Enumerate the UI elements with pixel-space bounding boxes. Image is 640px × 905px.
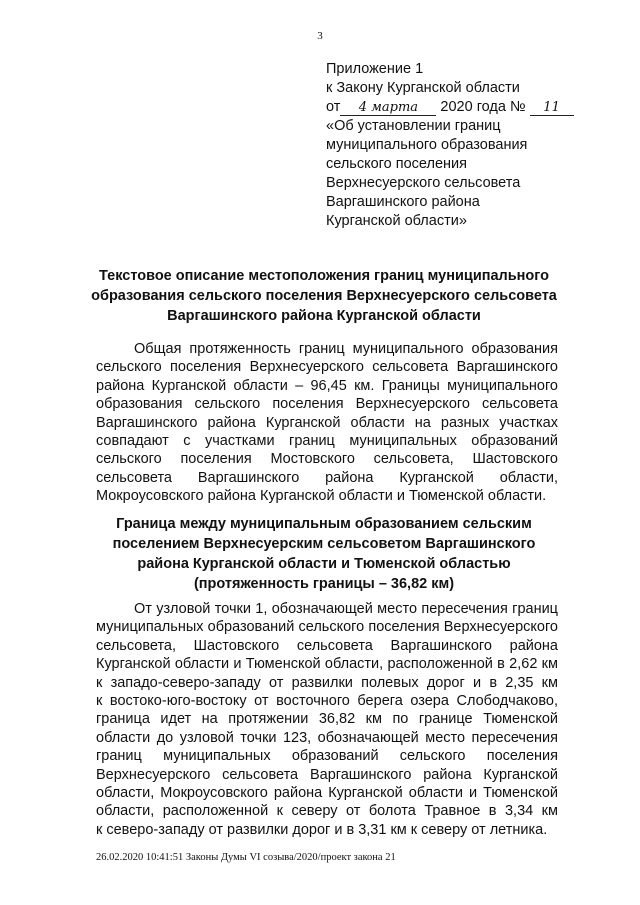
page-number: 3 — [317, 30, 323, 42]
paragraph-line: Мокроусовского района Курганской области и Тюменской области. — [96, 488, 547, 505]
paragraph-line: Варгашинского района Курганской области на разных участках — [96, 414, 558, 431]
paragraph-line: образования сельского поселения Верхнесуерского сельсовета — [96, 396, 558, 413]
handwritten-date: 4 марта — [340, 100, 436, 116]
document-title — [90, 266, 558, 326]
law-title-line: «Об установлении границ — [326, 118, 501, 134]
paragraph-line: области, Мокроусовского района Курганской области и Тюменской — [96, 784, 558, 801]
paragraph-line: муниципальных образований сельского поселения Верхнесуерского — [96, 619, 558, 636]
section-paragraph — [96, 600, 558, 839]
document-title-line: Варгашинского района Курганской области — [167, 308, 481, 324]
paragraph-line: Верхнесуерского сельсовета Варгашинского района Курганской — [96, 766, 558, 783]
section-title-line: (протяженность границы – 36,82 км) — [193, 576, 455, 592]
law-title-line: Курганской области» — [326, 213, 467, 229]
paragraph-line: сельсовета, Шастовского сельсовета Варгашинского района — [96, 637, 558, 654]
annex-date-line — [326, 98, 626, 117]
law-title-line: Варгашинского района — [326, 194, 480, 210]
law-title-line: Верхнесуерского сельсовета — [326, 175, 521, 191]
annex-title: Приложение 1 — [326, 61, 424, 77]
footer-stamp: 26.02.2020 10:41:51 Законы Думы VI созыва/2020/проект закона 21 — [96, 852, 396, 863]
paragraph-line: сельского поселения Мостовского сельсовета, Шастовского — [96, 451, 558, 468]
paragraph-line: области до узловой точки 123, обозначающей место пересечения — [96, 729, 558, 746]
law-title-line: муниципального образования — [326, 137, 528, 153]
paragraph-line: границ муниципальных образований сельского поселения — [96, 748, 558, 765]
section-title-line: поселением Верхнесуерским сельсоветом Варгашинского — [112, 536, 536, 552]
paragraph-line: к северо-западу от развилки дорог и в 3,31 км к северу от летника. — [96, 821, 548, 838]
document-title-line: образования сельского поселения Верхнесуерского сельсовета — [91, 288, 557, 304]
paragraph-line: к западо-северо-западу от развилки полевых дорог и в 2,35 км — [96, 674, 558, 691]
law-title-line: сельского поселения — [326, 156, 467, 172]
annex-header — [326, 60, 626, 231]
paragraph-line: Курганской области и Тюменской области, расположенной в 2,62 км — [96, 656, 558, 673]
paragraph-line: к востоко-юго-востоку от восточного берега озера Слободчаково, — [96, 692, 558, 709]
paragraph-line: района Курганской области – 96,45 км. Границы муниципального — [96, 377, 558, 394]
paragraph-line: граница идет на протяжении 36,82 км по границе Тюменской — [96, 711, 558, 728]
annex-year: 2020 года № — [440, 99, 526, 115]
document-title-line: Текстовое описание местоположения границ муниципального — [99, 268, 549, 284]
intro-paragraph — [96, 340, 558, 506]
section-title — [90, 514, 558, 594]
paragraph-line: сельсовета Варгашинского района Курганской области, — [96, 469, 558, 486]
paragraph-line: Общая протяженность границ муниципального образования — [134, 341, 558, 357]
section-title-line: Граница между муниципальным образованием сельским — [116, 516, 532, 532]
paragraph-line: совпадают с участками границ муниципальных образований — [96, 432, 558, 449]
paragraph-line: сельского поселения Верхнесуерского сельсовета Варгашинского — [96, 359, 558, 376]
paragraph-line: От узловой точки 1, обозначающей место пересечения границ — [134, 601, 558, 617]
annex-law-reference: к Закону Курганской области — [326, 80, 520, 96]
section-title-line: района Курганской области и Тюменской областью — [137, 556, 511, 572]
annex-from: от — [326, 99, 341, 115]
handwritten-number: 11 — [530, 100, 574, 116]
paragraph-line: области, расположенной к северу от болота Травное в 3,34 км — [96, 803, 558, 820]
